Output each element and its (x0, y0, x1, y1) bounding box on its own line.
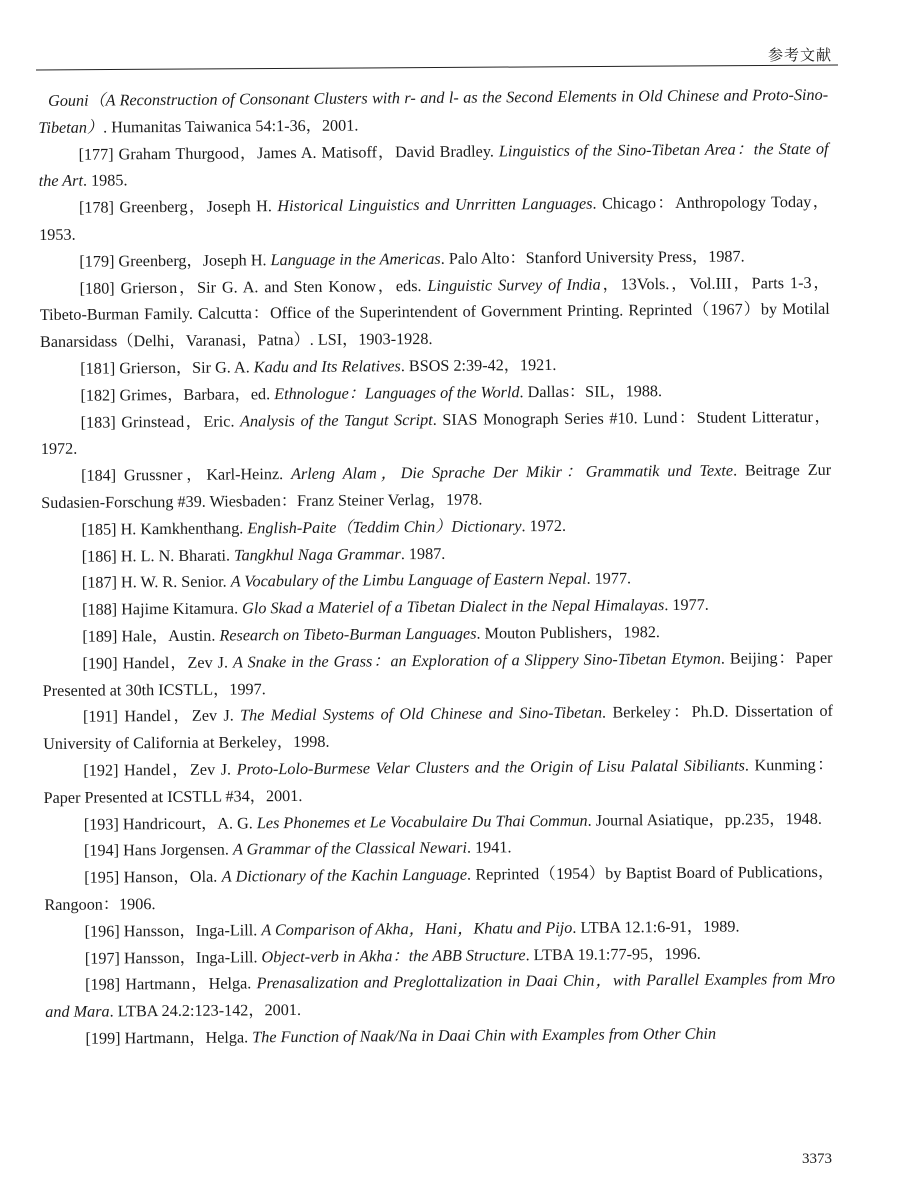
reference-title: Ethnologue：Languages of the World (274, 382, 520, 403)
reference-number: [195] (84, 868, 120, 887)
reference-entry (41, 457, 831, 517)
reference-title: Arleng Alam，Die Sprache Der Mikir：Grammatik und Texte (290, 461, 734, 484)
reference-author: Grierson，Sir G. A. and Sten Konow，eds. (120, 276, 428, 297)
reference-number: [177] (78, 145, 114, 164)
reference-author: Hartmann，Helga. (125, 974, 257, 994)
reference-author: Greenberg，Joseph H. (118, 250, 271, 271)
reference-details: . Palo Alto：Stanford University Press，1987. (440, 247, 745, 268)
reference-author: Grierson，Sir G. A. (119, 358, 254, 378)
reference-title: Historical Linguistics and Unrritten Languages (277, 194, 593, 216)
reference-details: . Berkeley：Ph.D. Dissertation of University of California at Berkeley，1998. (43, 702, 833, 754)
reference-author: Hanson，Ola. (123, 867, 222, 887)
reference-entry (39, 189, 829, 249)
reference-title: Prenasalization and Preglottalization in Daai Chin，with Parallel Examples from Mro and Mara (45, 970, 836, 1022)
reference-number: [178] (78, 198, 115, 217)
reference-number: [183] (80, 412, 116, 432)
reference-details: . 1941. (466, 838, 512, 857)
reference-number: [198] (84, 975, 121, 994)
reference-author: Handel，Zev J. (122, 653, 234, 673)
reference-number: [180] (79, 278, 115, 298)
reference-author: Grinstead，Eric. (121, 411, 241, 431)
reference-title: Proto-Lolo-Burmese Velar Clusters and the Origin of Lisu Palatal Sibiliants (236, 756, 745, 779)
reference-author: Hajime Kitamura. (121, 599, 243, 619)
reference-number: [189] (82, 627, 118, 646)
running-header (0, 40, 900, 80)
reference-number: [197] (84, 948, 120, 968)
reference-list (38, 82, 836, 1053)
reference-details: . Kunming：Paper Presented at ICSTLL #34，2001. (43, 755, 834, 807)
reference-details: . Dallas：SIL，1988. (519, 381, 663, 401)
reference-author: H. W. R. Senior. (120, 572, 231, 592)
reference-entry (42, 645, 832, 705)
reference-author: H. L. N. Bharati. (120, 546, 235, 565)
reference-title: The Function of Naak/Na in Daai Chin with Examples from Other Chin (252, 1024, 717, 1047)
reference-details: ，13Vols.，Vol.III，Parts 1-3，Tibeto-Burman Family. Calcutta：Office of the Superintendent of Government Printing. Reprinted（1967）by Motilal Banarsidass（Delhi，Varanasi，Patna）. LSI，1903-1928. (39, 273, 830, 352)
reference-details: . BSOS 2:39-42，1921. (400, 355, 557, 376)
reference-number: [194] (83, 841, 120, 860)
reference-author: Hans Jorgensen. (123, 840, 234, 860)
reference-title: Research on Tibeto-Burman Languages (219, 624, 477, 645)
reference-title: The Medial Systems of Old Chinese and Sino-Tibetan (240, 703, 603, 725)
reference-details: . SIAS Monograph Series #10. Lund：Student Litteratur，1972. (40, 407, 831, 459)
reference-title: A Dictionary of the Kachin Language (221, 865, 468, 886)
reference-entry (45, 1020, 835, 1053)
reference-details: . 1977. (586, 569, 632, 589)
reference-title: Object-verb in Akha：the ABB Structure (261, 945, 526, 966)
reference-details: . Beitrage Zur Sudasien-Forschung #39. Wiesbaden：Franz Steiner Verlag，1978. (41, 460, 832, 512)
reference-entry (41, 403, 831, 463)
reference-author: Hansson，Inga-Lill. (123, 920, 262, 941)
reference-number: [187] (81, 573, 118, 593)
reference-title: Tangkhul Naga Grammar (234, 544, 401, 565)
reference-author: Hartmann，Helga. (124, 1028, 253, 1048)
reference-details: . 1972. (521, 516, 567, 535)
reference-author: H. Kamkhenthang. (120, 519, 248, 539)
reference-title: Kadu and Its Relatives (253, 357, 401, 377)
reference-title: Linguistics of the Sino-Tibetan Area：the State of the Art (38, 139, 829, 191)
reference-author: Handricourt，A. G. (122, 813, 257, 833)
reference-number: [184] (80, 466, 117, 485)
reference-number: [199] (85, 1029, 121, 1048)
reference-entry (45, 966, 835, 1026)
reference-details: . LTBA 24.2:123-142，2001. (109, 1001, 302, 1021)
reference-details: . 1987. (400, 544, 446, 563)
reference-author: Handel，Zev J. (124, 706, 241, 726)
reference-details: . Humanitas Taiwanica 54:1-36，2001. (103, 116, 359, 137)
reference-number: [193] (83, 814, 119, 834)
reference-author: Greenberg，Joseph H. (119, 197, 278, 217)
reference-entry (43, 752, 833, 812)
page-number: 3373 (802, 1151, 832, 1167)
reference-entry (38, 82, 828, 142)
reference-number: [196] (84, 922, 120, 941)
reference-number: [182] (80, 386, 116, 405)
reference-author: Grussner，Karl-Heinz. (123, 465, 292, 485)
reference-title: English-Paite（Teddim Chin）Dictionary (247, 516, 522, 538)
reference-number: [186] (81, 546, 117, 566)
header-rule (36, 65, 838, 71)
reference-title: A Comparison of Akha，Hani，Khatu and Pijo (261, 918, 573, 939)
reference-author: Hansson，Inga-Lill. (123, 947, 262, 967)
reference-title: Linguistic Survey of India (427, 275, 601, 295)
reference-title: A Vocabulary of the Limbu Language of Eastern Nepal (230, 570, 587, 591)
reference-number: [181] (80, 359, 116, 378)
reference-details: . Mouton Publishers，1982. (476, 623, 661, 643)
reference-number: [192] (83, 761, 119, 780)
reference-title: A Snake in the Grass：an Exploration of a Slippery Sino-Tibetan Etymon (232, 649, 721, 672)
reference-details: . LTBA 12.1:6-91，1989. (572, 917, 740, 937)
reference-title: Gouni（A Reconstruction of Consonant Clusters with r- and l- as the Second Elements in Old Chinese and Proto-Sino-Tibetan） (38, 85, 829, 137)
reference-title: Language in the Americas (270, 249, 441, 269)
reference-details: . Reprinted（1954）by Baptist Board of Publications，Rangoon：1906. (44, 862, 835, 914)
reference-details: . Chicago：Anthropology Today，1953. (39, 192, 830, 244)
reference-author: Grimes，Barbara，ed. (119, 384, 275, 405)
reference-author: Graham Thurgood，James A. Matisoff，David Bradley. (118, 141, 499, 163)
reference-details: . LTBA 19.1:77-95，1996. (525, 944, 701, 964)
reference-details: . Journal Asiatique，pp.235，1948. (587, 809, 822, 830)
reference-number: [188] (82, 600, 118, 619)
reference-title: A Grammar of the Classical Newari (232, 838, 468, 859)
reference-title: Les Phonemes et Le Vocabulaire Du Thai Commun (256, 811, 588, 832)
reference-details: . 1985. (82, 171, 128, 191)
reference-number: [191] (82, 707, 119, 726)
reference-entry (44, 859, 834, 919)
reference-title: Analysis of the Tangut Script (240, 410, 433, 430)
reference-number: [185] (81, 520, 117, 539)
reference-number: [190] (82, 654, 118, 673)
reference-details: . Beijing：Paper Presented at 30th ICSTLL，1997. (42, 648, 833, 700)
reference-author: Hale，Austin. (121, 626, 220, 646)
reference-number: [179] (79, 252, 115, 271)
running-header-title: 参考文献 (767, 48, 832, 64)
reference-entry (43, 698, 833, 758)
reference-details: . 1977. (664, 595, 709, 615)
reference-title: Glo Skad a Materiel of a Tibetan Dialect in the Nepal Himalayas (242, 596, 665, 618)
reference-entry (38, 135, 828, 195)
reference-author: Handel，Zev J. (123, 760, 237, 780)
reference-entry (39, 269, 830, 356)
